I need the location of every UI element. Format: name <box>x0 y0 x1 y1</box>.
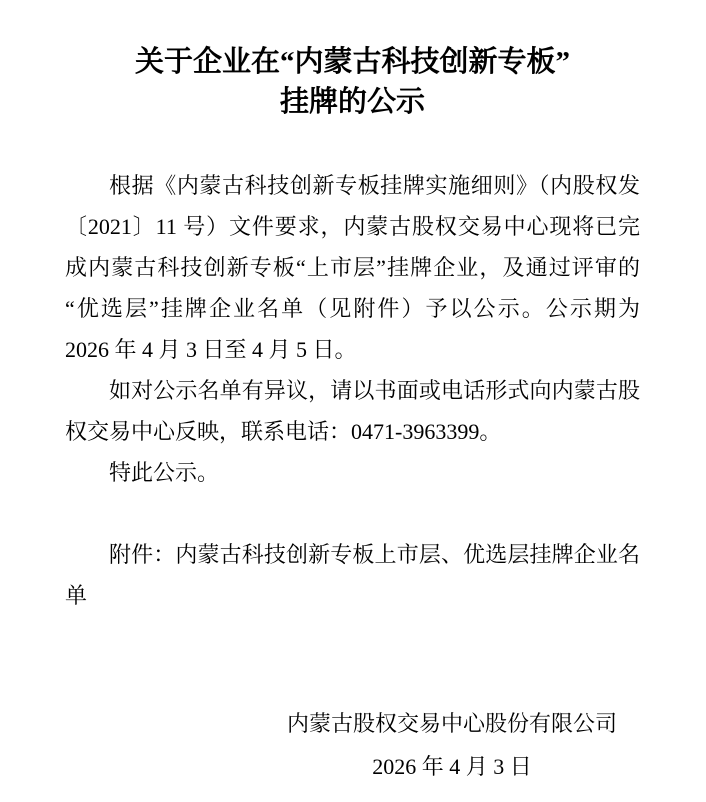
signature-company-name: 内蒙古股权交易中心股份有限公司 <box>286 711 617 736</box>
attachment-reference: 附件：内蒙古科技创新专板上市层、优选层挂牌企业名单 <box>65 542 640 608</box>
paragraph-closing-statement: 特此公示。 <box>109 460 220 485</box>
document-title-line-1: 关于企业在“内蒙古科技创新专板” <box>134 46 570 78</box>
signature-date: 2026 年 4 月 3 日 <box>372 754 532 779</box>
document-title <box>65 42 640 122</box>
paragraph-objection-contact: 如对公示名单有异议，请以书面或电话形式向内蒙古股权交易中心反映，联系电话：0471-3963399。 <box>65 378 640 444</box>
signature-block <box>287 702 617 788</box>
paragraph-basis-and-publicity-period: 根据《内蒙古科技创新专板挂牌实施细则》（内股权发〔2021〕11 号）文件要求，内蒙古股权交易中心现将已完成内蒙古科技创新专板“上市层”挂牌企业，及通过评审的“优选层”挂牌企业名单（见附件）予以公示。公示期为 2026 年 4 月 3 日至 4 月 5 日。 <box>65 173 640 362</box>
document-title-line-2: 挂牌的公示 <box>279 86 425 118</box>
document-body <box>65 165 640 616</box>
